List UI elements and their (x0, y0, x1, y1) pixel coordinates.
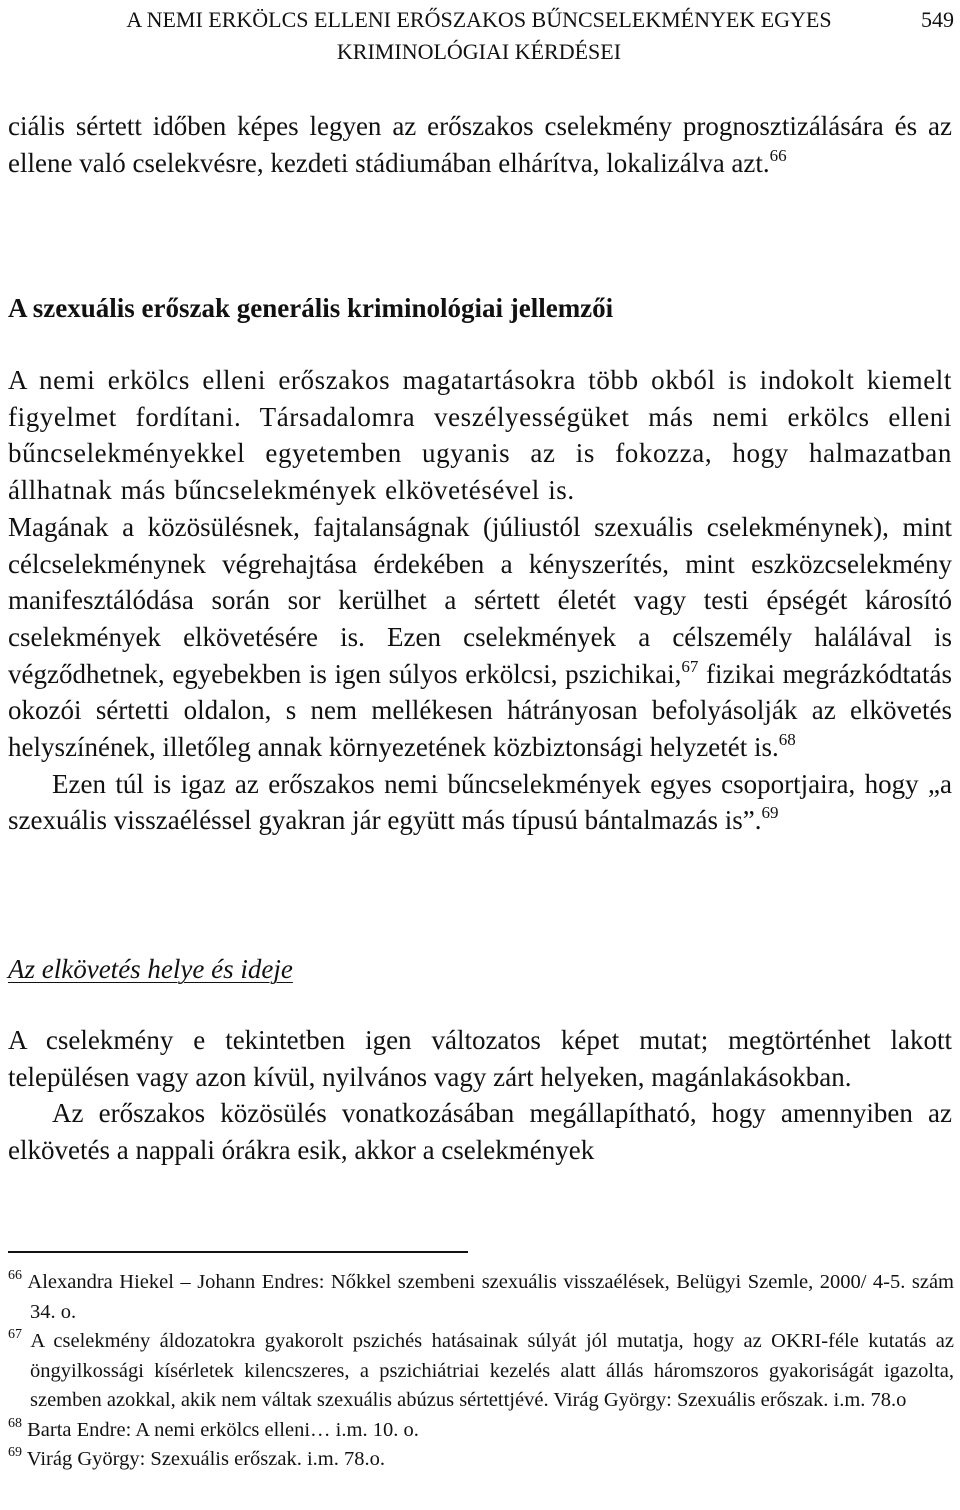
header-title-line2: KRIMINOLÓGIAI KÉRDÉSEI (336, 39, 622, 64)
section2-paragraph-2: Az erőszakos közösülés vonatkozásában megállapítható, hogy amennyiben az elkövetés a nappali órákra esik, akkor a cselekmények (8, 1098, 952, 1166)
footnote-ref-67[interactable]: 67 (681, 656, 699, 676)
footnote-69 (8, 1445, 954, 1475)
header-title-line1: A NEMI ERKÖLCS ELLENI ERŐSZAKOS BŰNCSELEKMÉNYEK EGYES (126, 7, 832, 32)
intro-text: ciális sértett időben képes legyen az erőszakos cselekmény prognosztizálására és az ellene való cselekvésre, kezdeti stádiumában elhárítva, lokalizálva azt. (8, 111, 952, 178)
paragraph-1a: A nemi erkölcs elleni erőszakos magatartásokra több okból is indokolt kiemelt figyelmet fordítani. Társadalomra veszélyességüket más nemi erkölcs elleni bűncselekményekkel egyetemben ugyanis az is fokozza, hogy halmazatban állhatnak más bűncselekmények elkövetésével is. (8, 365, 952, 506)
section-heading-place-time: Az elkövetés helye és ideje (8, 954, 293, 984)
paragraph-1b-text: Magának a közösülésnek, fajtalanságnak (júliustól szexuális cselekménynek), mint célcselekménynek végrehajtása érdekében a kényszerítés, mint eszközcselekmény manifesztálódása során sor kerülhet a sértett életét vagy testi épségét károsító cselekmények elkövetésére is. Ezen cselekmények a célszemély halálával is végződhetnek, egyebekben is igen súlyos erkölcsi, pszichikai, (8, 511, 952, 689)
running-header (74, 4, 954, 68)
footnote-66 (8, 1268, 954, 1327)
footnote-text: Barta Endre: A nemi erkölcs elleni… i.m. 10. o. (27, 1418, 419, 1441)
section1-body (8, 362, 952, 839)
section-heading-general: A szexuális erőszak generális kriminológiai jellemzői (8, 293, 614, 323)
intro-paragraph (8, 108, 952, 181)
footnote-ref-68[interactable]: 68 (778, 730, 796, 750)
footnote-67 (8, 1327, 954, 1416)
footnote-number: 67 (8, 1327, 22, 1342)
footnote-ref-69[interactable]: 69 (761, 803, 779, 823)
paragraph-1b (8, 509, 952, 766)
page-number: 549 (921, 7, 954, 32)
section2-paragraph-1: A cselekmény e tekintetben igen változatos képet mutat; megtörténhet lakott településen vagy azon kívül, nyilvános vagy zárt helyeken, magánlakásokban. (8, 1025, 952, 1092)
footnote-ref-66[interactable]: 66 (769, 145, 787, 165)
footnote-separator (8, 1251, 468, 1253)
footnote-text: Alexandra Hiekel – Johann Endres: Nőkkel szembeni szexuális visszaélések, Belügyi Szemle, 2000/ 4-5. szám 34. o. (27, 1271, 954, 1323)
paragraph-2-text: Ezen túl is igaz az erőszakos nemi bűncselekmények egyes csoportjaira, hogy „a szexuális visszaéléssel gyakran jár együtt más típusú bántalmazás is”. (8, 768, 952, 836)
paragraph-2 (8, 766, 952, 839)
footnote-number: 68 (8, 1415, 22, 1431)
footnote-68 (8, 1416, 954, 1446)
section2-body (8, 1022, 952, 1169)
footnote-number: 66 (8, 1268, 22, 1283)
paragraph-1c-text: fizikai megrázkódtatás okozói sértetti oldalon, s nem mellékesen hátrányosan befolyásolják az elkövetés helyszínének, illetőleg annak környezetének közbiztonsági helyzetét is. (8, 658, 952, 763)
footnotes (8, 1268, 954, 1475)
footnote-text: A cselekmény áldozatokra gyakorolt pszichés hatásainak súlyát jól mutatja, hogy az OKRI-féle kutatás az öngyilkossági kísérletek kilencszeres, a pszichiátriai kezelés alatt állás háromszoros gyakoriságát igazolta, szemben azokkal, akik nem váltak szexuális abúzus sértettjévé. Virág György: Szexuális erőszak. i.m. 78.o (30, 1330, 954, 1411)
footnote-text: Virág György: Szexuális erőszak. i.m. 78.o. (26, 1448, 385, 1470)
footnote-number: 69 (8, 1445, 22, 1460)
